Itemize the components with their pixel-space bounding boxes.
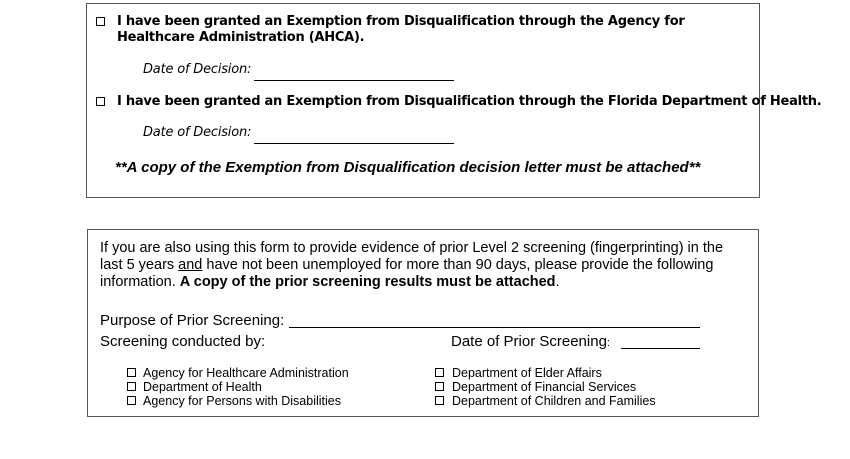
agency-option-financial-services: Department of Financial Services (452, 380, 637, 394)
prior-date-field[interactable] (621, 348, 700, 349)
agency-option-children-families: Department of Children and Families (452, 394, 656, 408)
prior-screening-instructions (100, 240, 740, 291)
ahca-exemption-checkbox[interactable] (96, 17, 105, 26)
intro-text-2: have not been unemployed for more than 90 days, please provide the following information. (100, 257, 714, 290)
doh-exemption-text: I have been granted an Exemption from Disqualification through the Florida Department of Health. (117, 94, 822, 109)
prior-date-label: Date of Prior Screening: (451, 333, 610, 350)
doh-agency-checkbox[interactable] (127, 382, 136, 391)
elder-affairs-checkbox[interactable] (435, 368, 444, 377)
attachment-note: **A copy of the Exemption from Disqualification decision letter must be attached** (115, 159, 701, 176)
agency-option-doh: Department of Health (143, 380, 262, 394)
intro-and: and (178, 257, 203, 273)
purpose-label: Purpose of Prior Screening: (100, 312, 285, 329)
agency-option-apd: Agency for Persons with Disabilities (143, 394, 341, 408)
intro-text-1: If you are also using this form to provide evidence of prior Level 2 screening (fingerprinting) in the last 5 years (100, 240, 724, 273)
ahca-date-field[interactable] (254, 80, 454, 81)
ahca-agency-checkbox[interactable] (127, 368, 136, 377)
financial-services-checkbox[interactable] (435, 382, 444, 391)
doh-exemption-checkbox[interactable] (96, 97, 105, 106)
ahca-exemption-text: I have been granted an Exemption from Disqualification through the Agency for Healthcare Administration (AHCA). (117, 14, 685, 45)
doh-date-label: Date of Decision: (143, 125, 252, 140)
intro-bold: A copy of the prior screening results must be attached (179, 274, 556, 290)
agency-option-ahca: Agency for Healthcare Administration (143, 366, 349, 380)
doh-date-field[interactable] (254, 143, 454, 144)
agency-option-elder-affairs: Department of Elder Affairs (452, 366, 602, 380)
conducted-by-label: Screening conducted by: (100, 333, 266, 350)
purpose-field[interactable] (289, 327, 700, 328)
intro-end: . (555, 274, 560, 290)
children-families-checkbox[interactable] (435, 396, 444, 405)
apd-agency-checkbox[interactable] (127, 396, 136, 405)
ahca-date-label: Date of Decision: (143, 62, 252, 77)
